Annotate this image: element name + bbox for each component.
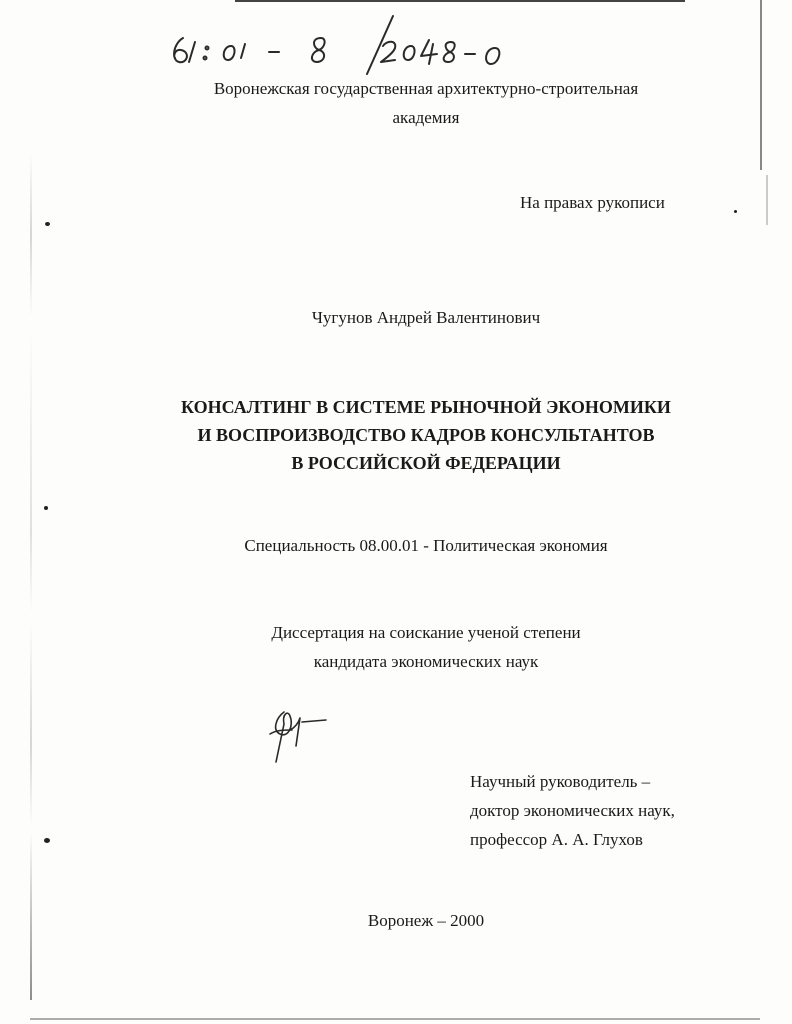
- author-name: Чугунов Андрей Валентинович: [311, 308, 541, 327]
- title-line: В РОССИЙСКОЙ ФЕДЕРАЦИИ: [291, 453, 561, 473]
- handwritten-registry-number: [165, 8, 525, 78]
- signature: [262, 700, 342, 770]
- scan-speck: [44, 838, 50, 843]
- advisor-role: Научный руководитель –: [470, 772, 651, 791]
- scan-artifact-right-edge-lower: [766, 175, 768, 225]
- title-line: И ВОСПРОИЗВОДСТВО КАДРОВ КОНСУЛЬТАНТОВ: [197, 425, 655, 445]
- institution-name-continued: академия: [392, 108, 460, 127]
- thesis-degree-line2: кандидата экономических наук: [313, 652, 539, 671]
- scan-speck: [44, 506, 48, 510]
- city-year: Воронеж – 2000: [367, 911, 485, 930]
- rights-notice: На правах рукописи: [520, 193, 665, 212]
- scan-artifact-bottom-edge: [30, 1018, 760, 1020]
- scan-artifact-left-edge: [30, 150, 32, 1000]
- institution-name: Воронежская государственная архитектурно-строительная: [213, 79, 639, 98]
- scan-speck: [45, 222, 50, 226]
- scan-artifact-top-line: [235, 0, 685, 2]
- specialty: Специальность 08.00.01 - Политическая экономия: [244, 536, 608, 555]
- thesis-degree-line1: Диссертация на соискание ученой степени: [271, 623, 581, 642]
- title-line: КОНСАЛТИНГ В СИСТЕМЕ РЫНОЧНОЙ ЭКОНОМИКИ: [181, 397, 671, 417]
- scan-speck: [734, 210, 737, 213]
- advisor-name: профессор А. А. Глухов: [470, 830, 643, 849]
- thesis-title: [30, 393, 792, 477]
- advisor-degree: доктор экономических наук,: [470, 801, 675, 820]
- scientific-advisor: [470, 767, 675, 854]
